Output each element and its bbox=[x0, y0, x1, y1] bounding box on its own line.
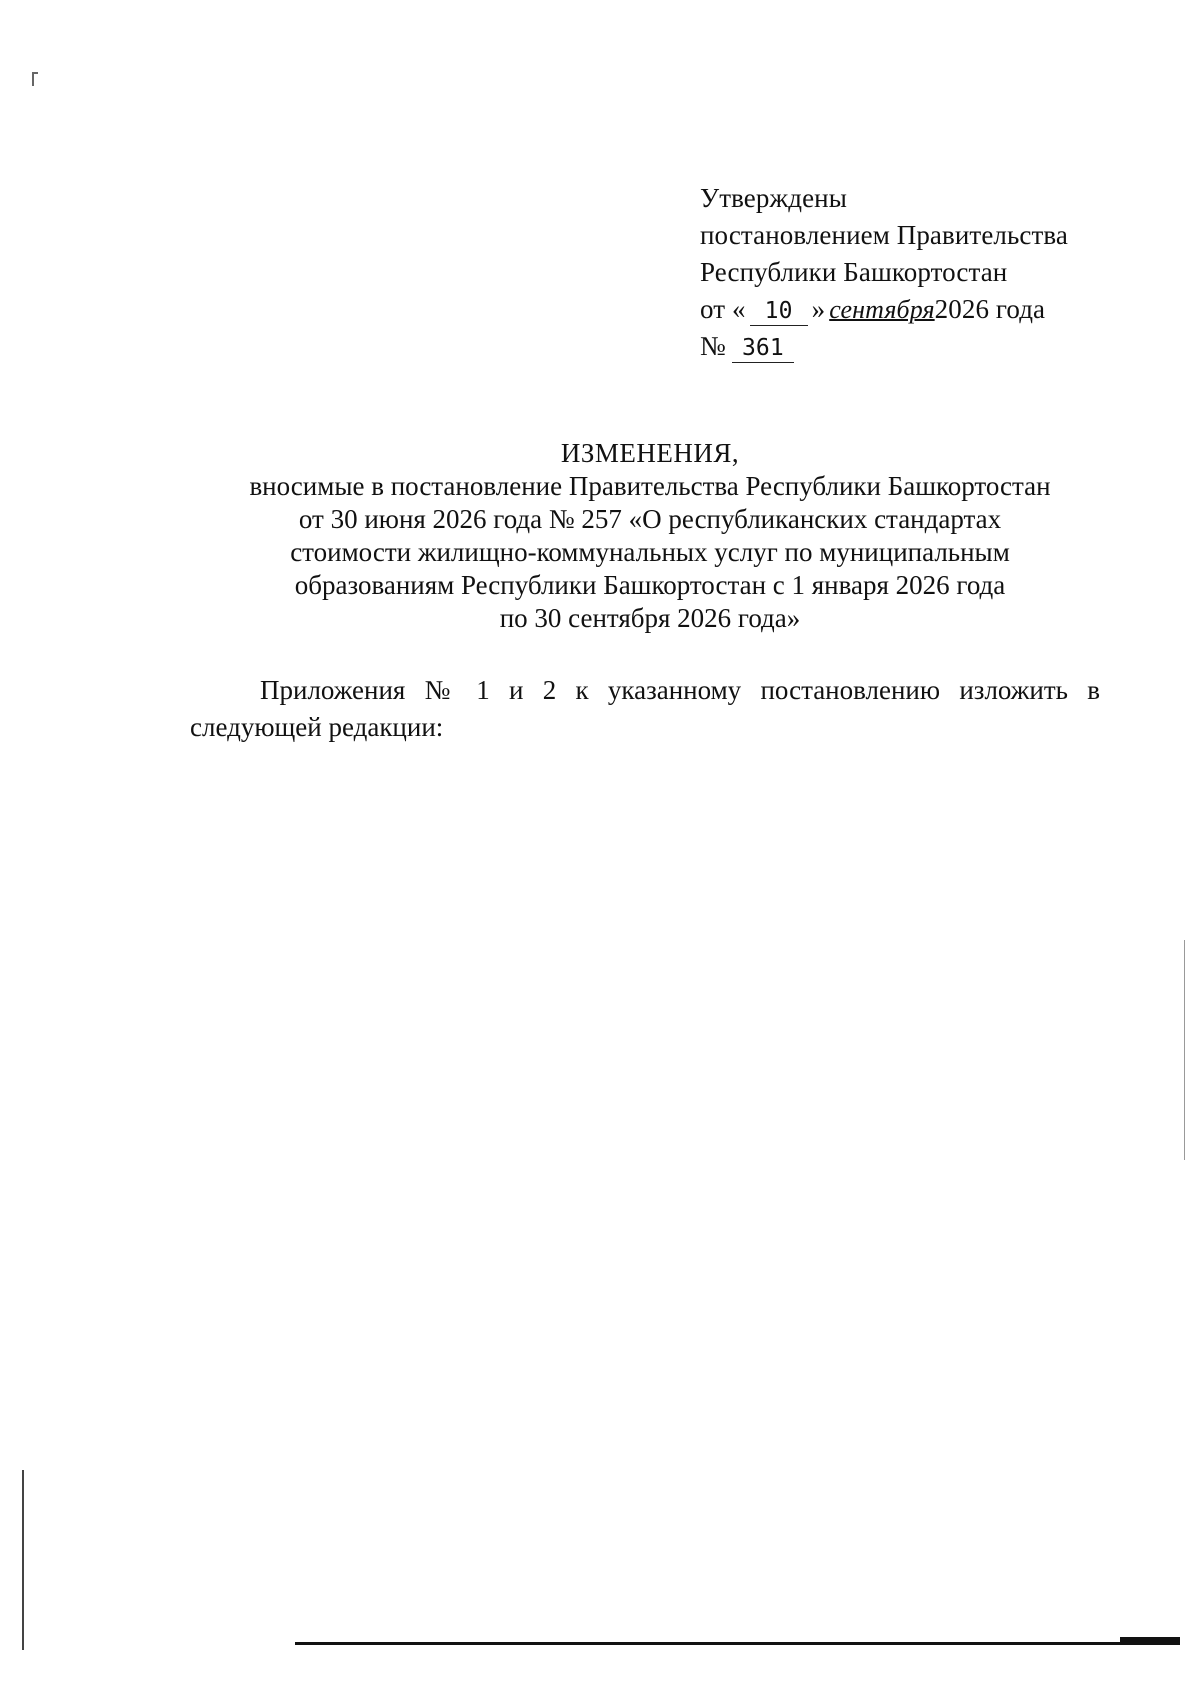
body-line: Приложения № 1 и 2 к указанному постановлению изложить в bbox=[260, 675, 1100, 705]
approval-date-year: 2026 года bbox=[934, 294, 1046, 324]
scan-mark-topleft-tick bbox=[32, 72, 38, 74]
approval-date-line bbox=[700, 291, 1120, 328]
approval-date-month: сентября bbox=[829, 295, 935, 324]
approval-number: 361 bbox=[732, 334, 794, 363]
approval-number-line bbox=[700, 328, 1120, 365]
approval-line-resolution: постановлением Правительства bbox=[700, 220, 1068, 250]
scan-mark-topleft bbox=[32, 72, 34, 86]
approval-date-day: 10 bbox=[750, 297, 808, 326]
scan-bottom-rule bbox=[295, 1642, 1180, 1645]
approval-block bbox=[700, 180, 1120, 365]
title-line: стоимости жилищно-коммунальных услуг по муниципальным bbox=[290, 537, 1010, 567]
title-heading: ИЗМЕНЕНИЯ, bbox=[560, 438, 740, 468]
approval-date-prefix: от « bbox=[700, 294, 746, 324]
body-line: следующей редакции: bbox=[190, 712, 444, 742]
scan-edge-right bbox=[1184, 940, 1185, 1160]
approval-line-approved: Утверждены bbox=[700, 183, 847, 213]
approval-line-republic: Республики Башкортостан bbox=[700, 257, 1008, 287]
title-line: по 30 сентября 2026 года» bbox=[499, 603, 801, 633]
body-paragraph bbox=[190, 672, 1100, 746]
title-line: от 30 июня 2026 года № 257 «О республиканских стандартах bbox=[298, 504, 1002, 534]
document-title bbox=[150, 437, 1150, 635]
title-line: вносимые в постановление Правительства Республики Башкортостан bbox=[249, 471, 1051, 501]
scan-bottom-rule-end bbox=[1120, 1637, 1180, 1645]
scan-edge-left bbox=[22, 1470, 24, 1650]
title-line: образованиям Республики Башкортостан с 1 января 2026 года bbox=[294, 570, 1006, 600]
approval-date-mid: » bbox=[811, 294, 826, 324]
approval-number-prefix: № bbox=[700, 331, 726, 361]
